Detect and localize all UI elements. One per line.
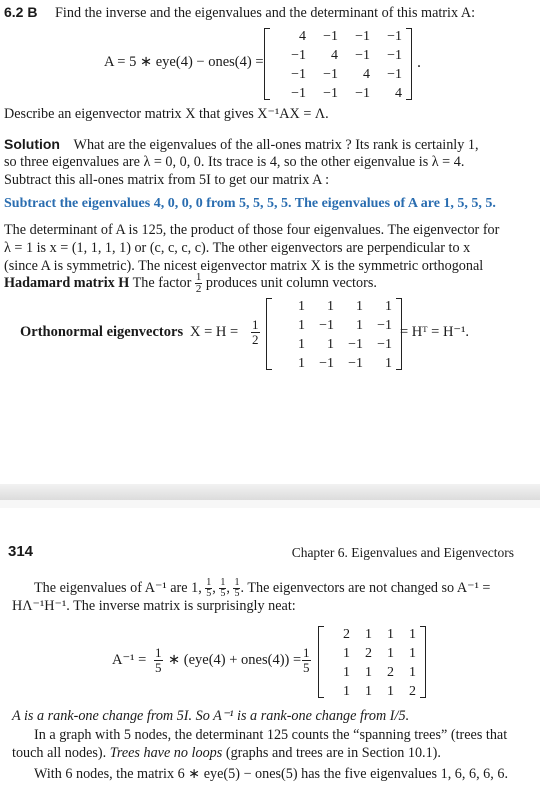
inverse-para-line-1 (34, 578, 490, 599)
graph-text-b: (graphs and trees are in Section 10.1). (225, 745, 441, 761)
page-gap (0, 500, 540, 508)
matrix-cell: 1 (385, 299, 392, 314)
matrix-cell: −1 (387, 29, 402, 44)
matrix-cell: 1 (298, 337, 305, 352)
matrix-cell: 2 (387, 665, 394, 680)
graph-line-1: In a graph with 5 nodes, the determinant 125 counts the “spanning trees” (trees that (34, 727, 508, 743)
matrix-cell: 4 (331, 48, 338, 63)
fifth-fraction: $\frac{1}{5}$ (234, 577, 240, 599)
matrix-cell: 1 (298, 299, 305, 314)
matrix-cell: −1 (377, 318, 392, 333)
solution-label: Solution (4, 136, 60, 152)
matrix-cell: −1 (355, 48, 370, 63)
matrix-cell: 2 (365, 646, 372, 661)
matrix-cell: 1 (409, 646, 416, 661)
matrix-a-equation (0, 26, 540, 102)
det-line-3: (since A is symmetric). The nicest eigenvector matrix X is the symmetric orthogonal (4, 258, 484, 274)
page-separator (0, 484, 540, 500)
matrix-cell: −1 (323, 86, 338, 101)
matrix-cell: 1 (409, 627, 416, 642)
highlight-statement: Subtract the eigenvalues 4, 0, 0, 0 from 5, 5, 5, 5. The eigenvalues of A are 1, 5, 5, 5. (4, 196, 496, 211)
matrix-a-grid (270, 28, 406, 100)
inverse-middle: ∗ (eye(4) + ones(4)) = (168, 652, 302, 668)
solution-line-3: Subtract this all-ones matrix from 5I to get our matrix A : (4, 172, 330, 188)
fifth-fraction: $\frac{1}{5}$ (220, 577, 226, 599)
matrix-cell: 1 (343, 684, 350, 699)
matrix-cell: −1 (348, 356, 363, 371)
matrix-cell: −1 (355, 86, 370, 101)
right-bracket (420, 626, 426, 698)
running-head: Chapter 6. Eigenvalues and Eigenvectors (291, 545, 514, 560)
matrix-inverse (318, 626, 426, 698)
matrix-cell: 1 (298, 318, 305, 333)
matrix-cell: 1 (365, 684, 372, 699)
inverse-lhs: A⁻¹ = (112, 652, 147, 668)
unit-vectors-text: produces unit column vectors. (205, 274, 377, 291)
solution-text: What are the eigenvalues of the all-ones matrix ? Its rank is certainly 1, (73, 137, 479, 153)
fifths-fractions: $\frac{1}{5}$ , $\frac{1}{5}$ , $\frac{1}{5}$ (206, 577, 240, 599)
det-line-1: The determinant of A is 125, the product of those four eigenvalues. The eigenvector for (4, 222, 500, 238)
matrix-cell: 1 (343, 646, 350, 661)
orthonormal-label: Orthonormal eigenvectors (20, 324, 184, 340)
matrix-cell: 1 (365, 627, 372, 642)
matrix-cell: 2 (343, 627, 350, 642)
matrix-cell: 4 (395, 86, 402, 101)
right-bracket (406, 28, 412, 100)
ortho-rhs: = Hᵀ = H⁻¹. (400, 324, 470, 340)
matrix-cell: 1 (327, 337, 334, 352)
page-number: 314 (8, 543, 34, 560)
matrix-cell: −1 (387, 48, 402, 63)
inverse-eig-text-2: . The eigenvectors are not changed so A⁻¹ = (240, 579, 491, 596)
equation-lhs: A = 5 ∗ eye(4) − ones(4) = (104, 54, 264, 70)
matrix-cell: −1 (291, 67, 306, 82)
graph-line-2 (12, 745, 441, 762)
inverse-fraction-1: $\frac{1}{5}$ (155, 645, 162, 675)
six-nodes-line: With 6 nodes, the matrix 6 ∗ eye(5) − ones(5) has the five eigenvalues 1, 6, 6, 6, 6. (34, 766, 508, 782)
inverse-fraction-2: $\frac{1}{5}$ (303, 645, 310, 675)
inverse-para-line-2: HΛ⁻¹H⁻¹. The inverse matrix is surprisingly neat: (12, 598, 296, 614)
matrix-cell: 2 (409, 684, 416, 699)
matrix-cell: −1 (319, 356, 334, 371)
exercise-header (4, 4, 475, 22)
matrix-cell: 1 (365, 665, 372, 680)
matrix-cell: 1 (356, 299, 363, 314)
matrix-cell: −1 (355, 29, 370, 44)
matrix-cell: −1 (291, 48, 306, 63)
matrix-cell: −1 (348, 337, 363, 352)
solution-line-2: so three eigenvalues are λ = 0, 0, 0. Its trace is 4, so the other eigenvalue is λ = 4. (4, 154, 465, 170)
rank-line: A is a rank-one change from 5I. So A⁻¹ is a rank-one change from I/5. (12, 708, 410, 724)
half-fraction: $\frac{1}{2}$ (195, 271, 202, 295)
matrix-h-grid (272, 298, 396, 370)
hadamard-term: Hadamard matrix H (4, 274, 130, 291)
inverse-equation (0, 622, 540, 700)
matrix-cell: −1 (387, 67, 402, 82)
describe-line: Describe an eigenvector matrix X that gives X⁻¹AX = Λ. (4, 106, 329, 122)
graph-text-a: touch all nodes). (12, 745, 107, 761)
ortho-lhs: X = H = (190, 324, 239, 340)
matrix-cell: −1 (323, 67, 338, 82)
det-line-4 (4, 272, 377, 295)
equation-period: . (417, 54, 421, 71)
matrix-h (266, 298, 402, 370)
matrix-cell: −1 (319, 318, 334, 333)
trees-no-loops: Trees have no loops (109, 745, 223, 761)
matrix-cell: 1 (343, 665, 350, 680)
matrix-cell: 1 (385, 356, 392, 371)
matrix-cell: 1 (298, 356, 305, 371)
exercise-label: 6.2 B (4, 4, 38, 20)
factor-text: The factor (132, 274, 192, 291)
ortho-fraction: $\frac{1}{2}$ (252, 317, 259, 347)
fifth-fraction: $\frac{1}{5}$ (206, 577, 212, 599)
matrix-cell: 1 (409, 665, 416, 680)
matrix-cell: 1 (356, 318, 363, 333)
matrix-cell: 4 (363, 67, 370, 82)
inverse-eig-text: The eigenvalues of A⁻¹ are 1, (34, 579, 202, 596)
problem-statement: Find the inverse and the eigenvalues and the determinant of this matrix A: (55, 5, 476, 21)
matrix-cell: −1 (377, 337, 392, 352)
matrix-cell: −1 (323, 29, 338, 44)
det-line-2: λ = 1 is x = (1, 1, 1, 1) or (c, c, c, c). The other eigenvectors are perpendicular to x (4, 240, 471, 256)
solution-line-1 (4, 136, 479, 154)
matrix-cell: 1 (387, 646, 394, 661)
matrix-cell: 4 (299, 29, 306, 44)
matrix-inverse-grid (324, 626, 420, 698)
matrix-cell: 1 (387, 684, 394, 699)
matrix-cell: −1 (291, 86, 306, 101)
matrix-cell: 1 (387, 627, 394, 642)
orthonormal-equation (0, 296, 540, 374)
matrix-cell: 1 (327, 299, 334, 314)
matrix-a (264, 28, 412, 100)
